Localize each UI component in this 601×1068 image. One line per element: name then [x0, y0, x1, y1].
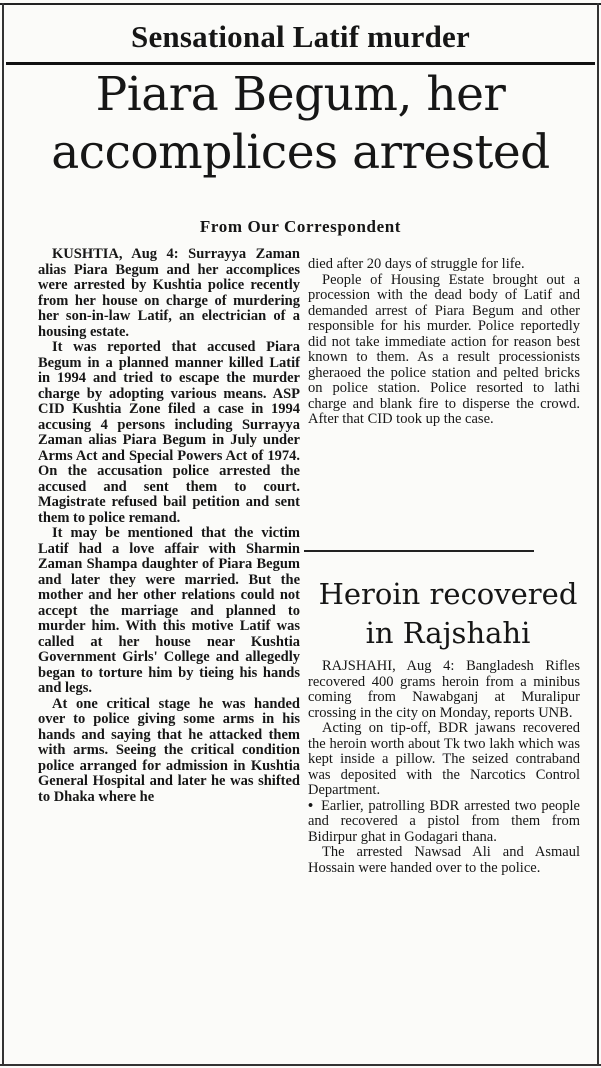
bullet-icon: •: [308, 797, 314, 814]
second-article-paragraph: RAJSHAHI, Aug 4: Bangladesh Rifles recovered 400 grams heroin from a minibus coming from Nawabganj at Muralipur crossing in the city on Monday, reports UNB.: [308, 658, 580, 721]
second-article-paragraph: Acting on tip-off, BDR jawans recovered the heroin worth about Tk two lakh which was kept inside a pillow. The seized contraband was deposited with the Narcotics Control Department.: [308, 720, 580, 798]
article-headline: [0, 66, 601, 182]
article-paragraph: People of Housing Estate brought out a procession with the dead body of Latif and demanded arrest of Piara Begum and other responsible for his murder. Police reportedly did not take immediate action for reason best known to them. As a result processionists gheraoed the police station and pelted bricks on police station. Police resorted to lathi charge and blank fire to disperse the crowd. After that CID took up the case.: [308, 271, 580, 427]
column-divider-rule: [304, 550, 534, 552]
article-column-right: [308, 257, 580, 428]
article-column-left: [38, 247, 300, 805]
second-article-headline: [300, 575, 596, 653]
second-headline-line-1: Heroin recovered: [318, 577, 578, 611]
article-paragraph: At one critical stage he was handed over to police giving some arms in his hands and saying that he attacked them with arms. Seeing the critical condition police arranged for admission in Kushtia General Hospital and later he was shifted to Dhaka where he: [38, 695, 300, 805]
article-paragraph: died after 20 days of struggle for life.: [308, 256, 525, 272]
clipping-border-bottom: [0, 1064, 601, 1066]
second-headline-line-2: in Rajshahi: [365, 616, 531, 650]
second-article-bullet-paragraph: [308, 799, 580, 846]
second-article-closing-paragraph: The arrested Nawsad Ali and Asmaul Hossain were handed over to the police.: [308, 844, 580, 876]
article-paragraph: KUSHTIA, Aug 4: Surrayya Zaman alias Piara Begum and her accomplices were arrested by Kushtia police recently from her house on charge of murdering her son-in-law Latif, an electrician of a housing estate.: [38, 246, 300, 340]
article-paragraph: It was reported that accused Piara Begum in a planned manner killed Latif in 1994 and tried to escape the murder charge by adopting various means. ASP CID Kushtia Zone filed a case in 1994 accusing 4 persons including Surrayya Zaman alias Piara Begum in July under Arms Act and Special Powers Act of 1974. On the accusation police arrested the accused and sent them to court. Magistrate refused bail petition and sent them to police remand.: [38, 339, 300, 526]
headline-line-1: Piara Begum, her: [95, 67, 506, 122]
clipping-border-top: [0, 3, 601, 5]
bullet-paragraph-text: Earlier, patrolling BDR arrested two people and recovered a pistol from them from Bidirpur ghat in Godagari thana.: [308, 797, 580, 845]
kicker-rule: [6, 62, 595, 65]
second-article-body: [308, 659, 580, 876]
article-kicker: Sensational Latif murder: [131, 19, 470, 54]
article-paragraph: It may be mentioned that the victim Latif had a love affair with Sharmin Zaman Shampa daughter of Piara Begum and later they were married. But the mother and her other relations could not accept the marriage and planned to murder him. With this motive Latif was called at her house near Kushtia Government Girls' College and allegedly began to torture him by tieing his hands and legs.: [38, 525, 300, 696]
article-byline: From Our Correspondent: [199, 217, 402, 236]
headline-line-2: accomplices arrested: [51, 125, 550, 180]
